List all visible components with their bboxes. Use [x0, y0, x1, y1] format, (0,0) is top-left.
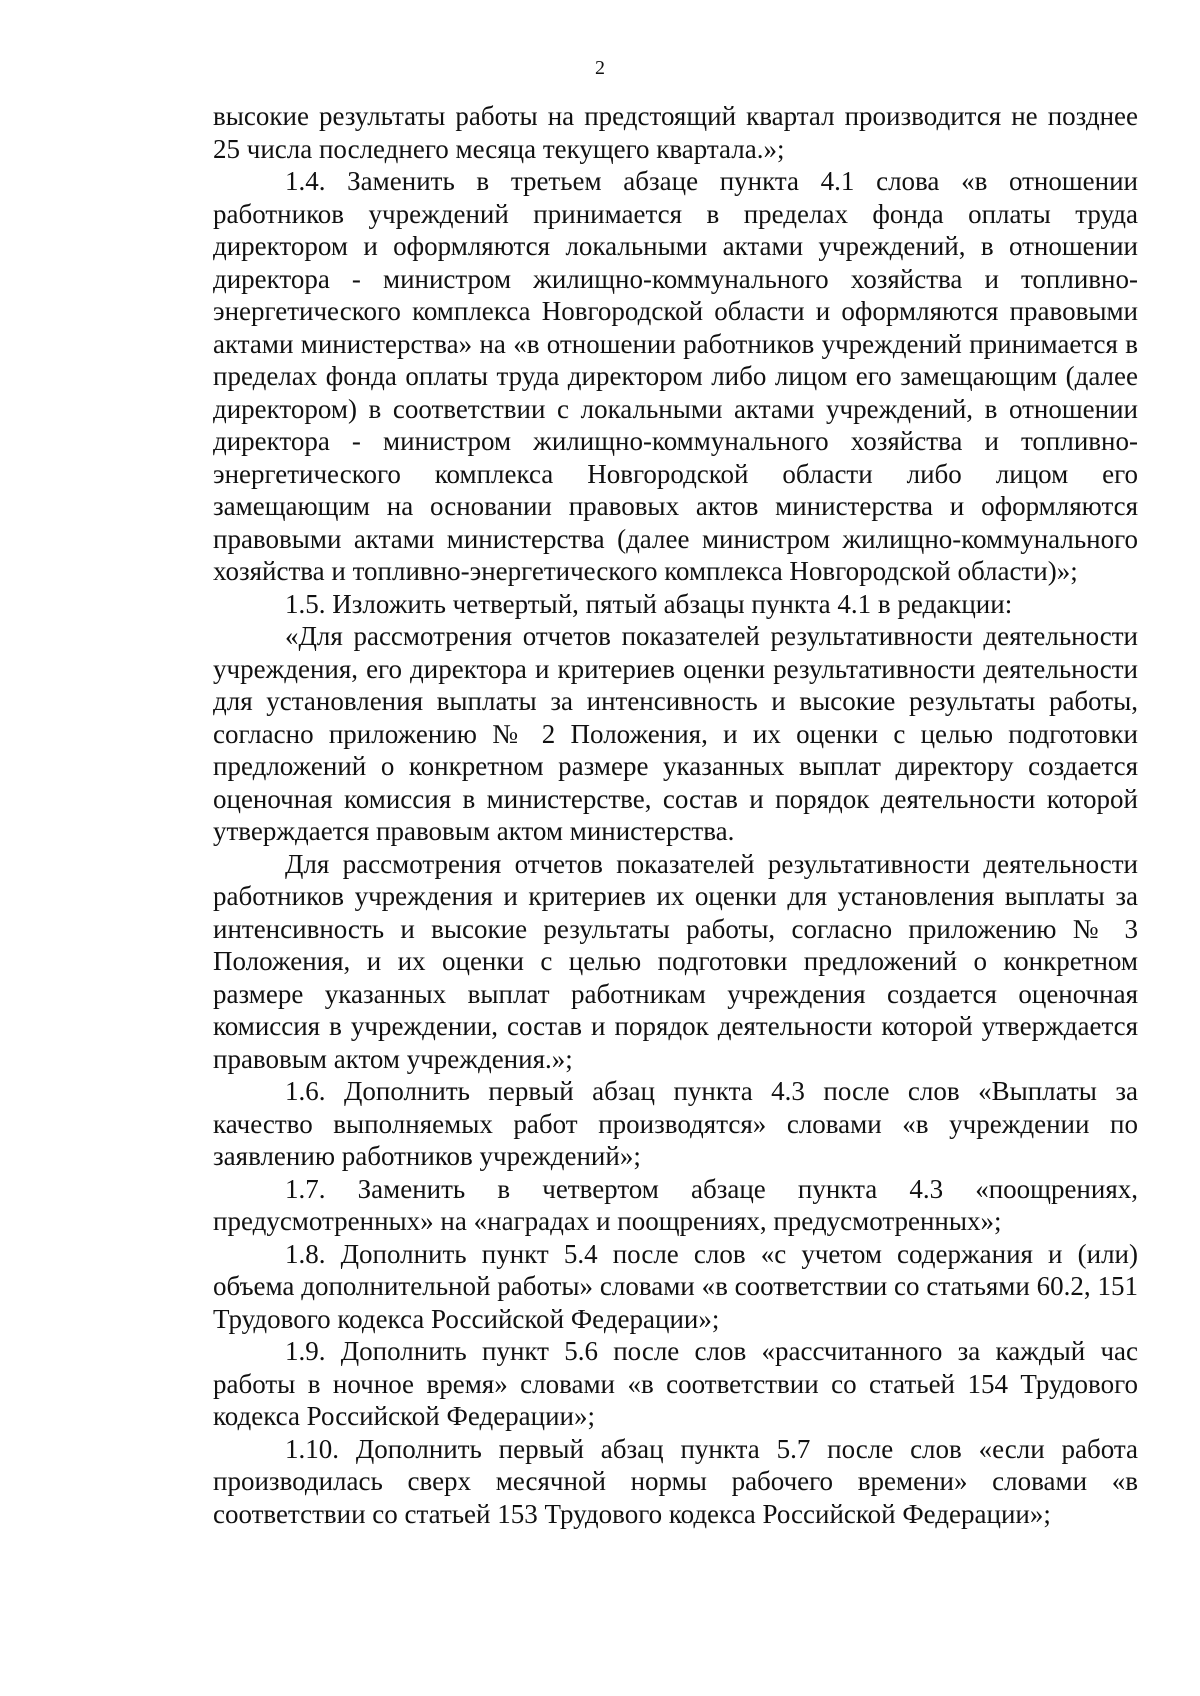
- item-1-5-paragraph: 1.5. Изложить четвертый, пятый абзацы пункта 4.1 в редакции:: [285, 588, 1013, 619]
- page-number: 2: [595, 57, 605, 79]
- item-1-5-quote-paragraph-1: «Для рассмотрения отчетов показателей результативности деятельности учреждения, его директора и критериев оценки результативности деятельности для установления выплаты за интенсивность и высокие результаты работы, согласно приложению № 2 Положения, и их оценки с целью подготовки предложений о конкретном размере указанных выплат директору создается оценочная комиссия в министерстве, состав и порядок деятельности которой утверждается правовым актом министерства.: [213, 621, 1138, 846]
- item-1-4-paragraph: 1.4. Заменить в третьем абзаце пункта 4.1 слова «в отношении работников учреждений принимается в пределах фонда оплаты труда директором и оформляются локальными актами учреждений, в отношении директора - министром жилищно-коммунального хозяйства и топливно-энергетического комплекса Новгородской области и оформляются правовыми актами министерства» на «в отношении работников учреждений принимается в пределах фонда оплаты труда директором либо лицом его замещающим (далее директором) в соответствии с локальными актами учреждений, в отношении директора - министром жилищно-коммунального хозяйства и топливно-энергетического комплекса Новгородской области либо лицом его замещающим на основании правовых актов министерства и оформляются правовыми актами министерства (далее министром жилищно-коммунального хозяйства и топливно-энергетического комплекса Новгородской области)»;: [213, 166, 1138, 586]
- item-1-7-paragraph: 1.7. Заменить в четвертом абзаце пункта 4.3 «поощрениях, предусмотренных» на «наградах и поощрениях, предусмотренных»;: [213, 1173, 1138, 1236]
- item-1-10-paragraph: 1.10. Дополнить первый абзац пункта 5.7 после слов «если работа производилась сверх месячной нормы рабочего времени» словами «в соответствии со статьей 153 Трудового кодекса Российской Федерации»;: [213, 1433, 1138, 1529]
- item-1-5-quote-paragraph-2: Для рассмотрения отчетов показателей результативности деятельности работников учреждения и критериев их оценки для установления выплаты за интенсивность и высокие результаты работы, согласно приложению № 3 Положения, и их оценки с целью подготовки предложений о конкретном размере указанных выплат работникам учреждения создается оценочная комиссия в учреждении, состав и порядок деятельности которой утверждается правовым актом учреждения.»;: [213, 848, 1138, 1074]
- continuation-paragraph: высокие результаты работы на предстоящий квартал производится не позднее 25 числа последнего месяца текущего квартала.»;: [213, 101, 1138, 164]
- item-1-8-paragraph: 1.8. Дополнить пункт 5.4 после слов «с учетом содержания и (или) объема дополнительной работы» словами «в соответствии со статьями 60.2, 151 Трудового кодекса Российской Федерации»;: [213, 1238, 1138, 1334]
- item-1-6-paragraph: 1.6. Дополнить первый абзац пункта 4.3 после слов «Выплаты за качество выполняемых работ производятся» словами «в учреждении по заявлению работников учреждений»;: [213, 1076, 1138, 1171]
- document-body: [213, 100, 1138, 1530]
- item-1-9-paragraph: 1.9. Дополнить пункт 5.6 после слов «рассчитанного за каждый час работы в ночное время» словами «в соответствии со статьей 154 Трудового кодекса Российской Федерации»;: [213, 1336, 1138, 1431]
